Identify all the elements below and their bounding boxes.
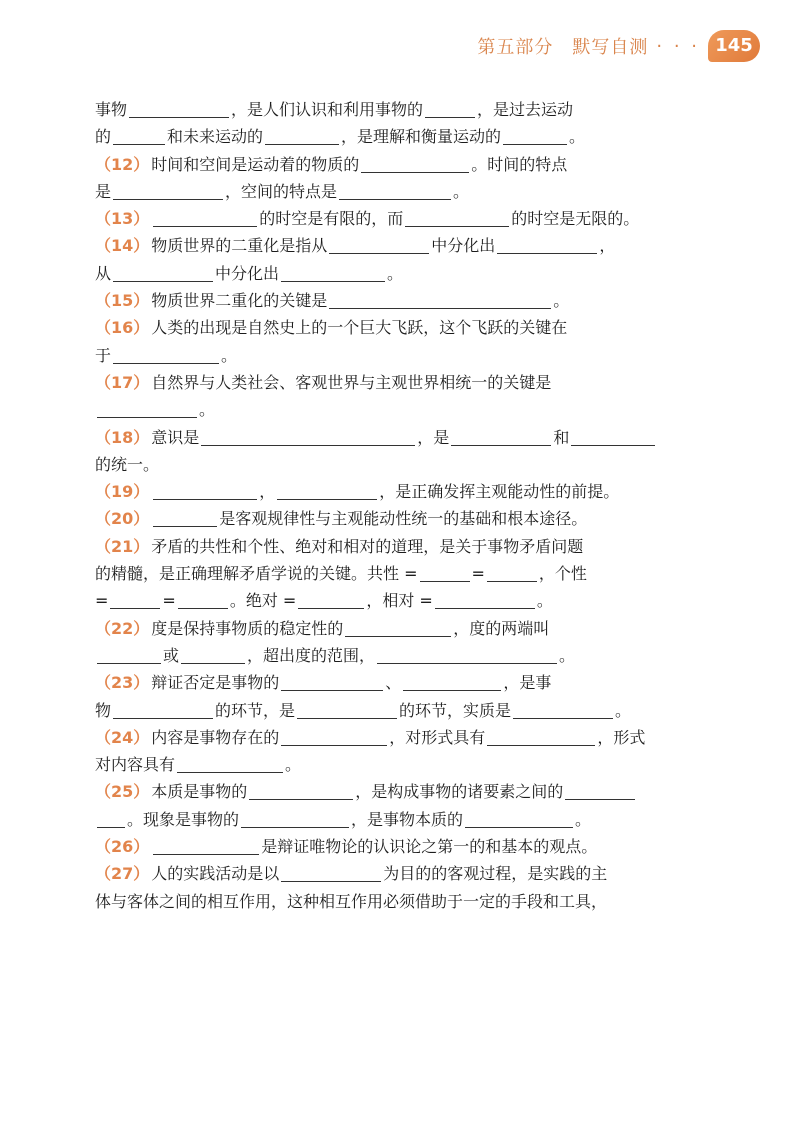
text-line (95, 751, 710, 778)
blank[interactable] (497, 235, 597, 254)
question-number: （19） (95, 482, 150, 502)
text: 是客观规律性与主观能动性统一的基础和根本途径。 (219, 509, 588, 529)
text: 意识是 (151, 427, 200, 447)
blank[interactable] (513, 700, 613, 719)
question-19 (95, 478, 710, 505)
text: 是 (95, 181, 112, 201)
blank[interactable] (281, 672, 383, 691)
question-16 (95, 314, 710, 341)
text: = (162, 591, 176, 611)
header-dots: · · · (656, 35, 700, 57)
blank[interactable] (97, 645, 161, 664)
question-number: （16） (95, 318, 150, 338)
blank[interactable] (281, 863, 381, 882)
text: ， (259, 482, 276, 502)
question-number: （14） (95, 236, 150, 256)
text: 。 (221, 345, 238, 365)
text: 时间和空间是运动着的物质的 (151, 154, 360, 174)
question-14 (95, 232, 710, 259)
blank[interactable] (361, 154, 469, 173)
blank[interactable] (265, 126, 339, 145)
question-number: （18） (95, 427, 150, 447)
blank[interactable] (178, 590, 228, 609)
text: 内容是事物存在的 (151, 727, 280, 747)
text: 是辩证唯物论的认识论之第一的和基本的观点。 (261, 837, 598, 857)
text-line (95, 396, 710, 423)
text: 的环节，是 (215, 700, 296, 720)
blank[interactable] (181, 645, 245, 664)
text: 和未来运动的 (167, 127, 264, 147)
blank[interactable] (113, 700, 213, 719)
page-number-badge: 145 (708, 30, 760, 62)
text: ，超出度的范围， (247, 645, 376, 665)
text-line (95, 587, 710, 614)
text: 的时空是有限的，而 (259, 209, 404, 229)
text: ，对形式具有 (389, 727, 486, 747)
question-number: （26） (95, 837, 150, 857)
text: 。现象是事物的 (127, 809, 240, 829)
text-line (95, 342, 710, 369)
text: 。 (553, 291, 570, 311)
text: 。 (615, 700, 632, 720)
text-line (95, 178, 710, 205)
text: = (95, 591, 109, 611)
text: ， (599, 236, 616, 256)
blank[interactable] (297, 700, 397, 719)
text: 于 (95, 345, 112, 365)
question-number: （27） (95, 864, 150, 884)
blank[interactable] (405, 208, 509, 227)
blank[interactable] (377, 645, 557, 664)
text: 、 (385, 673, 402, 693)
question-25 (95, 778, 710, 805)
question-number: （13） (95, 209, 150, 229)
text: 。 (453, 181, 470, 201)
question-23 (95, 669, 710, 696)
question-15 (95, 287, 710, 314)
text: 的环节，实质是 (399, 700, 512, 720)
blank[interactable] (249, 781, 353, 800)
blank[interactable] (277, 481, 377, 500)
exercise-body (95, 96, 710, 915)
text: 。 (575, 809, 592, 829)
blank[interactable] (403, 672, 501, 691)
text-line (95, 642, 710, 669)
text: ，形式 (597, 727, 646, 747)
question-number: （20） (95, 509, 150, 529)
question-26 (95, 833, 710, 860)
text: ，是 (417, 427, 450, 447)
text: 或 (163, 645, 180, 665)
blank[interactable] (153, 208, 257, 227)
question-18 (95, 424, 710, 451)
text: 中分化出 (215, 263, 280, 283)
text: 。 (569, 127, 586, 147)
blank[interactable] (298, 590, 364, 609)
blank[interactable] (281, 727, 387, 746)
text: 。绝对 = (229, 591, 297, 611)
text: 中分化出 (431, 236, 496, 256)
text: ，是人们认识和利用事物的 (231, 100, 424, 119)
blank[interactable] (503, 126, 567, 145)
text: 的统一。 (95, 454, 160, 474)
question-27 (95, 860, 710, 887)
text-line (95, 560, 710, 587)
text: 的时空是无限的。 (511, 209, 640, 229)
blank[interactable] (571, 427, 655, 446)
question-17 (95, 369, 710, 396)
text: ，是过去运动 (477, 100, 574, 119)
text: ，是正确发挥主观能动性的前提。 (379, 482, 620, 502)
question-number: （21） (95, 536, 150, 556)
text: 人类的出现是自然史上的一个巨大飞跃，这个飞跃的关键在 (151, 318, 568, 338)
blank[interactable] (177, 754, 283, 773)
blank[interactable] (97, 399, 197, 418)
text: ，相对 = (366, 591, 433, 611)
blank[interactable] (281, 263, 385, 282)
blank[interactable] (153, 508, 217, 527)
text: ，空间的特点是 (225, 181, 338, 201)
text: 。时间的特点 (471, 154, 568, 174)
question-number: （23） (95, 673, 150, 693)
text: 人的实践活动是以 (151, 864, 280, 884)
blank[interactable] (465, 809, 573, 828)
blank[interactable] (329, 290, 551, 309)
text: ，度的两端叫 (453, 618, 550, 638)
text: 本质是事物的 (151, 782, 248, 802)
blank[interactable] (345, 618, 451, 637)
text: 的 (95, 127, 112, 147)
blank[interactable] (153, 836, 259, 855)
text: 。 (285, 755, 302, 775)
blank[interactable] (201, 427, 415, 446)
text: 物质世界的二重化是指从 (151, 236, 328, 256)
text: ，是事物本质的 (351, 809, 464, 829)
text-line (95, 451, 710, 478)
text: ，是构成事物的诸要素之间的 (355, 782, 564, 802)
question-number: （22） (95, 618, 150, 638)
question-number: （17） (95, 372, 150, 392)
text-line (95, 260, 710, 287)
text-line (95, 96, 710, 123)
question-12 (95, 151, 710, 178)
blank[interactable] (113, 345, 219, 364)
blank[interactable] (153, 481, 257, 500)
text: = (471, 564, 485, 584)
text-line (95, 123, 710, 150)
text: 。 (536, 591, 553, 611)
question-24 (95, 724, 710, 751)
text-line (95, 806, 710, 833)
text: 辩证否定是事物的 (151, 673, 280, 693)
text: 。 (387, 263, 404, 283)
text: 物质世界二重化的关键是 (151, 291, 328, 311)
text: ，个性 (538, 564, 587, 584)
blank[interactable] (113, 263, 213, 282)
blank[interactable] (435, 590, 535, 609)
question-number: （15） (95, 291, 150, 311)
blank[interactable] (110, 590, 160, 609)
blank[interactable] (425, 99, 475, 118)
blank[interactable] (113, 181, 223, 200)
blank[interactable] (329, 235, 429, 254)
blank[interactable] (487, 563, 537, 582)
section-title: 第五部分 默写自测 (477, 37, 649, 58)
question-21 (95, 533, 710, 560)
blank[interactable] (565, 781, 635, 800)
text: 。 (559, 645, 576, 665)
question-20 (95, 505, 710, 532)
text: 。 (199, 400, 216, 420)
text: 对内容具有 (95, 755, 176, 775)
question-13 (95, 205, 710, 232)
blank[interactable] (487, 727, 595, 746)
text: 体与客体之间的相互作用，这种相互作用必须借助于一定的手段和工具， (95, 891, 608, 911)
text: 和 (553, 427, 570, 447)
blank[interactable] (129, 99, 229, 118)
text: ，是事 (503, 673, 552, 693)
text: 为目的的客观过程，是实践的主 (383, 864, 608, 884)
text: 物 (95, 700, 112, 720)
text: 矛盾的共性和个性、绝对和相对的道理，是关于事物矛盾问题 (151, 536, 584, 556)
text: 从 (95, 263, 112, 283)
question-22 (95, 615, 710, 642)
text: 事物 (95, 100, 128, 119)
text: 自然界与人类社会、客观世界与主观世界相统一的关键是 (151, 372, 552, 392)
blank[interactable] (451, 427, 551, 446)
text: 度是保持事物质的稳定性的 (151, 618, 344, 638)
text-line (95, 888, 710, 915)
text: 的精髓，是正确理解矛盾学说的关键。共性 = (95, 564, 418, 584)
text: ，是理解和衡量运动的 (341, 127, 502, 147)
blank[interactable] (241, 809, 349, 828)
question-number: （12） (95, 154, 150, 174)
blank[interactable] (339, 181, 451, 200)
question-number: （24） (95, 727, 150, 747)
blank[interactable] (113, 126, 165, 145)
page-header (477, 30, 760, 62)
question-number: （25） (95, 782, 150, 802)
blank[interactable] (97, 809, 125, 828)
text-line (95, 697, 710, 724)
blank[interactable] (420, 563, 470, 582)
